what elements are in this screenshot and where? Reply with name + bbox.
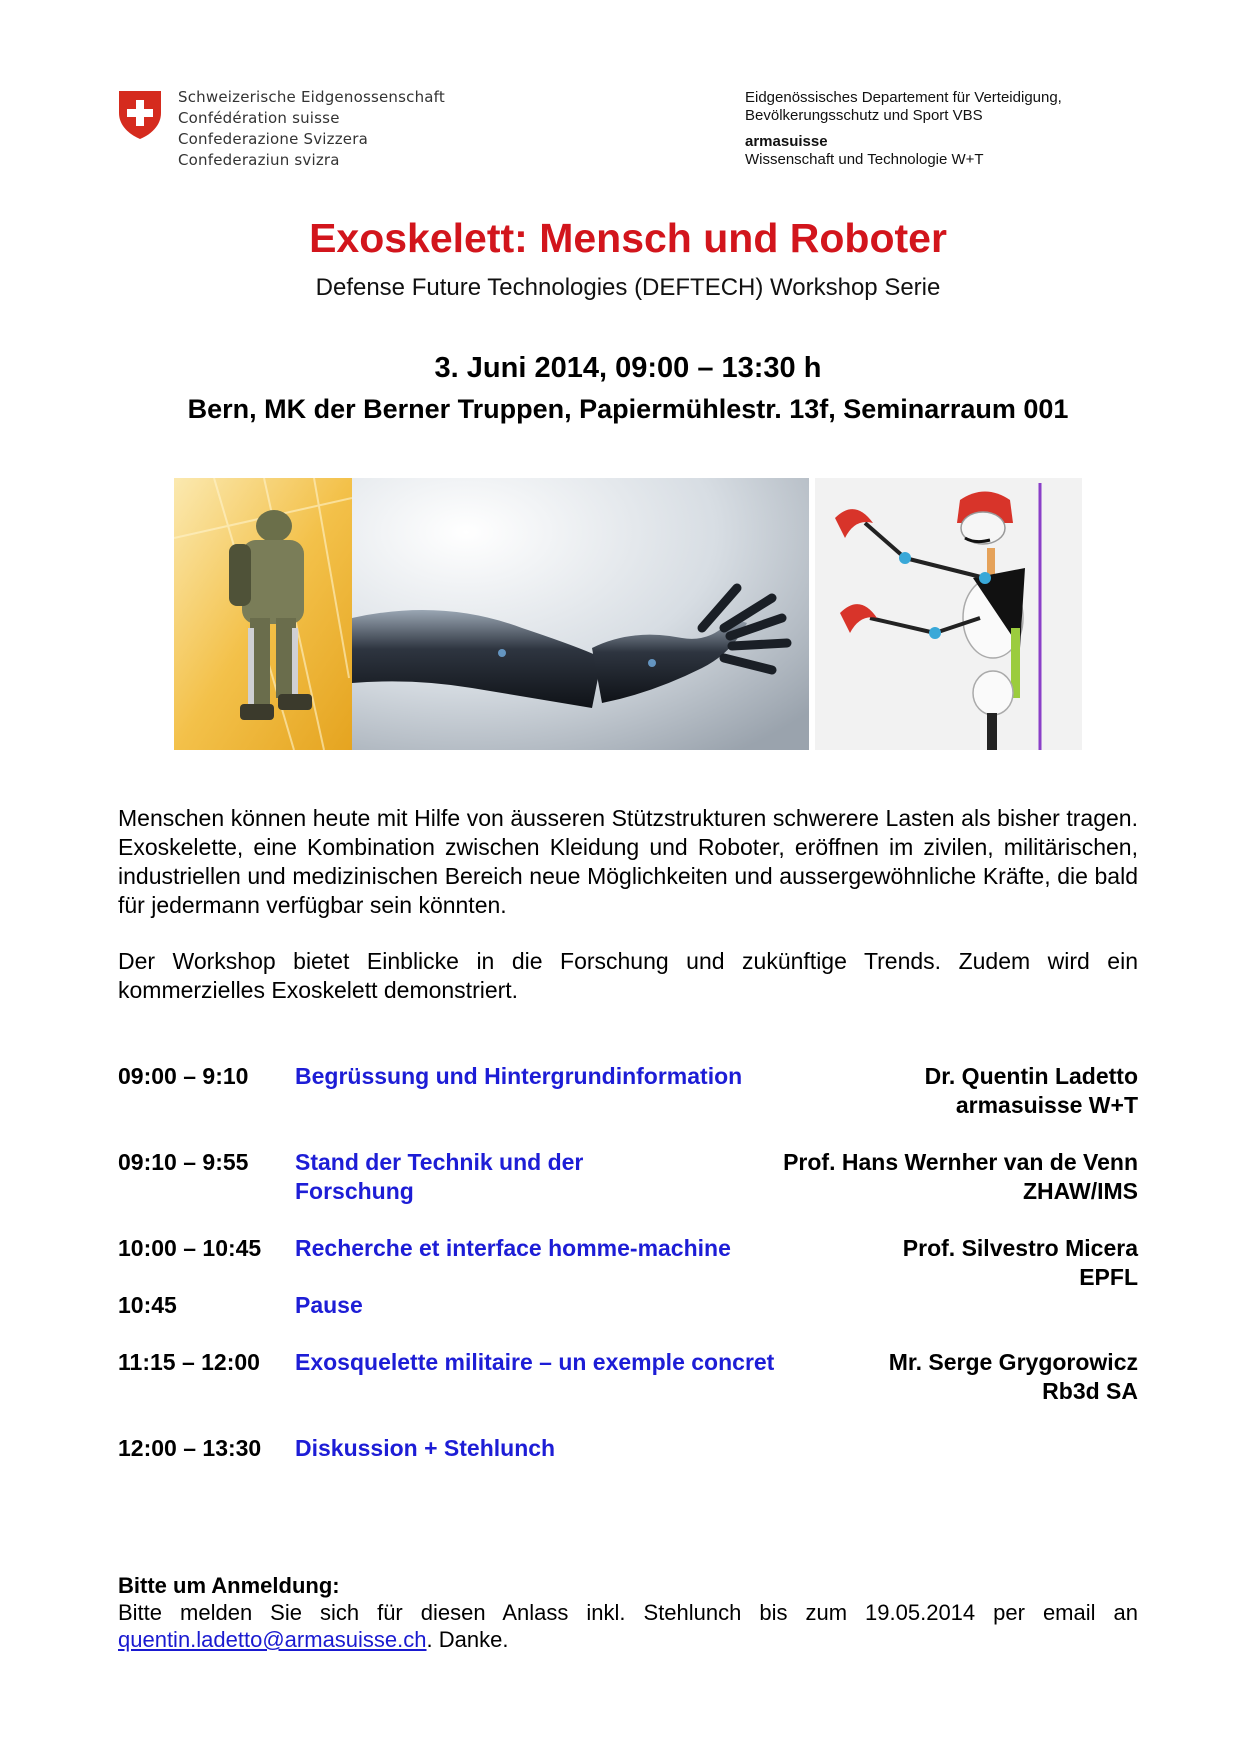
federation-names — [178, 87, 445, 171]
program-speaker-5 — [889, 1348, 1138, 1406]
speaker-name: Dr. Quentin Ladetto — [924, 1063, 1138, 1089]
topic-line-2: Forschung — [295, 1178, 414, 1204]
federation-name-de: Schweizerische Eidgenossenschaft — [178, 88, 445, 106]
event-title: Exoskelett: Mensch und Roboter — [309, 215, 947, 261]
registration-closing: . Danke. — [426, 1627, 509, 1652]
swiss-coat-of-arms-icon — [117, 89, 163, 140]
federation-name-rm: Confederaziun svizra — [178, 151, 340, 169]
program-time-2: 09:10 – 9:55 — [118, 1149, 249, 1175]
program-speaker-3 — [903, 1234, 1138, 1292]
speaker-affiliation: ZHAW/IMS — [1023, 1178, 1138, 1204]
sub-organization: armasuisse — [745, 133, 828, 150]
intro-paragraph-2: Der Workshop bietet Einblicke in die Forschung und zukünftige Trends. Zudem wird ein kommerzielles Exoskelett demonstriert. — [118, 948, 1138, 1003]
department-block — [745, 89, 1062, 169]
federation-name-fr: Confédération suisse — [178, 109, 340, 127]
topic-line-1: Stand der Technik und der — [295, 1149, 584, 1175]
program-time-1: 09:00 – 9:10 — [118, 1063, 249, 1089]
robot-figure-image — [815, 478, 1082, 750]
program-topic-6: Diskussion + Stehlunch — [295, 1435, 556, 1461]
program-time-4: 10:45 — [118, 1292, 177, 1318]
registration-email-link[interactable]: quentin.ladetto@armasuisse.ch — [118, 1627, 427, 1652]
program-time-6: 12:00 – 13:30 — [118, 1435, 262, 1461]
speaker-affiliation: EPFL — [1079, 1264, 1138, 1290]
registration-block — [118, 1572, 1138, 1653]
speaker-affiliation: Rb3d SA — [1042, 1378, 1138, 1404]
registration-heading: Bitte um Anmeldung: — [118, 1573, 340, 1598]
event-date-time: 3. Juni 2014, 09:00 – 13:30 h — [434, 352, 822, 384]
program-topic-2 — [295, 1148, 583, 1206]
event-subtitle: Defense Future Technologies (DEFTECH) Workshop Serie — [315, 274, 941, 301]
program-speaker-1 — [925, 1062, 1138, 1120]
department-line-2: Bevölkerungsschutz und Sport VBS — [745, 107, 983, 124]
sub-organization-unit: Wissenschaft und Technologie W+T — [745, 151, 984, 168]
program-time-5: 11:15 – 12:00 — [118, 1349, 260, 1375]
speaker-name: Mr. Serge Grygorowicz — [888, 1349, 1138, 1375]
program-topic-5: Exosquelette militaire – un exemple concret — [295, 1349, 775, 1375]
federation-name-it: Confederazione Svizzera — [178, 130, 368, 148]
program-topic-1: Begrüssung und Hintergrundinformation — [295, 1063, 743, 1089]
program-topic-4: Pause — [295, 1292, 363, 1318]
robotic-arm-image — [352, 478, 809, 750]
program-speaker-2 — [783, 1148, 1138, 1206]
event-venue: Bern, MK der Berner Truppen, Papiermühlestr. 13f, Seminarraum 001 — [187, 394, 1069, 424]
speaker-affiliation: armasuisse W+T — [955, 1092, 1138, 1118]
speaker-name: Prof. Hans Wernher van de Venn — [783, 1149, 1138, 1175]
program-topic-3: Recherche et interface homme-machine — [295, 1235, 731, 1261]
registration-text — [118, 1599, 1138, 1653]
speaker-name: Prof. Silvestro Micera — [902, 1235, 1138, 1261]
intro-paragraph-1: Menschen können heute mit Hilfe von äusseren Stützstrukturen schwerere Lasten als bisher tragen. Exoskelette, eine Kombination zwischen Kleidung und Roboter, eröffnen im zivilen, militärischen, industriellen und medizinischen Bereich neue Möglichkeiten und aussergewöhnliche Kräfte, die bald für jedermann verfügbar sein könnten. — [118, 805, 1138, 918]
soldier-exoskeleton-image — [174, 478, 352, 750]
department-line-1: Eidgenössisches Departement für Verteidigung, — [745, 89, 1062, 106]
registration-body: Bitte melden Sie sich für diesen Anlass inkl. Stehlunch bis zum 19.05.2014 per email an — [118, 1600, 1138, 1625]
program-time-3: 10:00 – 10:45 — [118, 1235, 262, 1261]
